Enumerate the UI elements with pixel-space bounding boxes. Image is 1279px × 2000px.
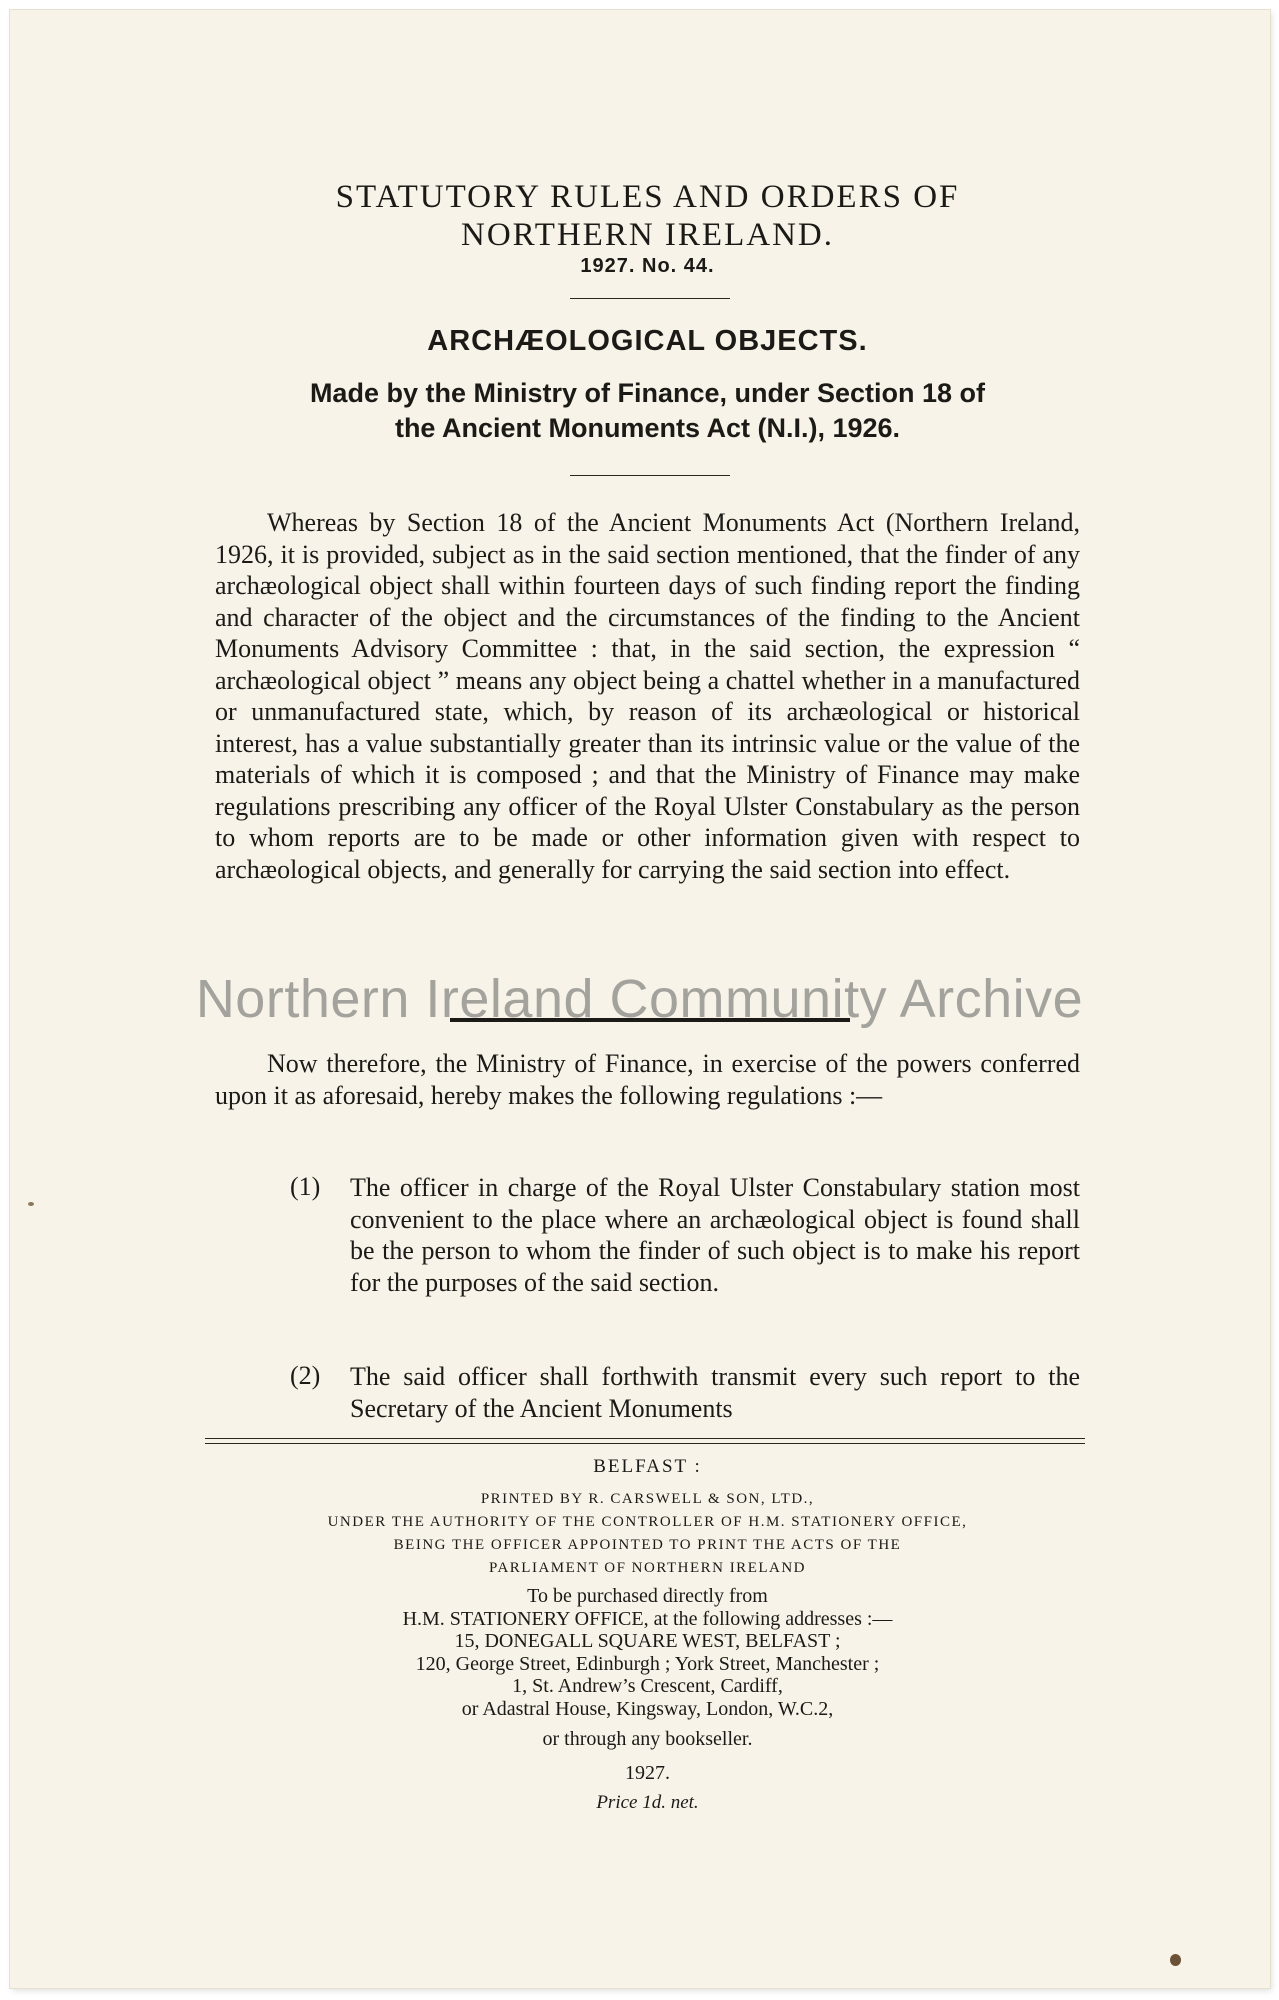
printer-imprint	[215, 1488, 1080, 1580]
regulation-text: The said officer shall forthwith transmit every such report to the Secretary of the Ancient Monuments	[350, 1362, 1080, 1423]
divider	[570, 298, 730, 299]
footer-divider	[205, 1438, 1085, 1444]
document-subtitle	[215, 376, 1080, 446]
preamble-paragraph: Whereas by Section 18 of the Ancient Monuments Act (Northern Ireland, 1926, it is provided, subject as in the said section mentioned, that the finder of any archæological object shall within fourteen days of such finding report the finding and character of the object and the circumstances of the finding to the Ancient Monuments Advisory Committee : that, in the said section, the expression “ archæological object ” means any object being a chattel whether in a manufactured or unmanufactured state, which, by reason of its archæological or historical interest, has a value substantially greater than its intrinsic value or the value of the materials of which it is composed ; and that the Ministry of Finance may make regulations prescribing any officer of the Royal Ulster Constabulary as the person to whom reports are to be made or other information given with respect to archæological objects, and generally for carrying the said section into effect.	[215, 508, 1080, 884]
purchase-line: 1, St. Andrew’s Crescent, Cardiff,	[512, 1675, 783, 1697]
divider	[570, 475, 730, 476]
purchase-line: or Adastral House, Kingsway, London, W.C.2,	[461, 1697, 834, 1720]
regulation-number: (1)	[290, 1172, 321, 1201]
purchase-line: or through any bookseller.	[542, 1728, 753, 1750]
purchase-line: H.M. STATIONERY OFFICE, at the following addresses :—	[402, 1607, 893, 1630]
series-heading-line2: NORTHERN IRELAND.	[461, 217, 834, 253]
footer-city: BELFAST :	[593, 1456, 702, 1477]
imprint-line: UNDER THE AUTHORITY OF THE CONTROLLER OF H.M. STATIONERY OFFICE,	[327, 1514, 968, 1530]
paper-blemish	[1170, 1954, 1181, 1966]
paper-blemish	[28, 1202, 34, 1206]
series-heading-line1: STATUTORY RULES AND ORDERS OF	[335, 179, 960, 215]
enacting-paragraph: Now therefore, the Ministry of Finance, in exercise of the powers conferred upon it as aforesaid, hereby makes the following regulations :—	[215, 1049, 1080, 1110]
subtitle-line2: the Ancient Monuments Act (N.I.), 1926.	[394, 413, 901, 443]
regulation-number: (2)	[290, 1361, 321, 1390]
regulation-text: The officer in charge of the Royal Ulster Constabulary station most convenient to the place where an archæological object is found shall be the person to whom the finder of such object is to make his report for the purposes of the said section.	[350, 1173, 1080, 1297]
purchase-line: 15, DONEGALL SQUARE WEST, BELFAST ;	[454, 1630, 841, 1652]
order-number: 1927. No. 44.	[580, 255, 715, 277]
publication-year: 1927.	[625, 1762, 670, 1784]
imprint-line: BEING THE OFFICER APPOINTED TO PRINT THE ACTS OF THE	[393, 1537, 902, 1553]
document-title: ARCHÆOLOGICAL OBJECTS.	[427, 325, 868, 357]
price: Price 1d. net.	[596, 1792, 699, 1813]
imprint-line: PRINTED BY R. CARSWELL & SON, LTD.,	[480, 1491, 815, 1507]
series-heading	[215, 178, 1080, 254]
subtitle-line1: Made by the Ministry of Finance, under Section 18 of	[309, 378, 986, 408]
archive-watermark: Northern Ireland Community Archive	[195, 969, 1084, 1029]
purchase-line: To be purchased directly from	[527, 1585, 768, 1607]
purchase-line: 120, George Street, Edinburgh ; York Street, Manchester ;	[415, 1652, 880, 1675]
purchase-info	[215, 1585, 1080, 1751]
imprint-line: PARLIAMENT OF NORTHERN IRELAND	[488, 1560, 807, 1576]
